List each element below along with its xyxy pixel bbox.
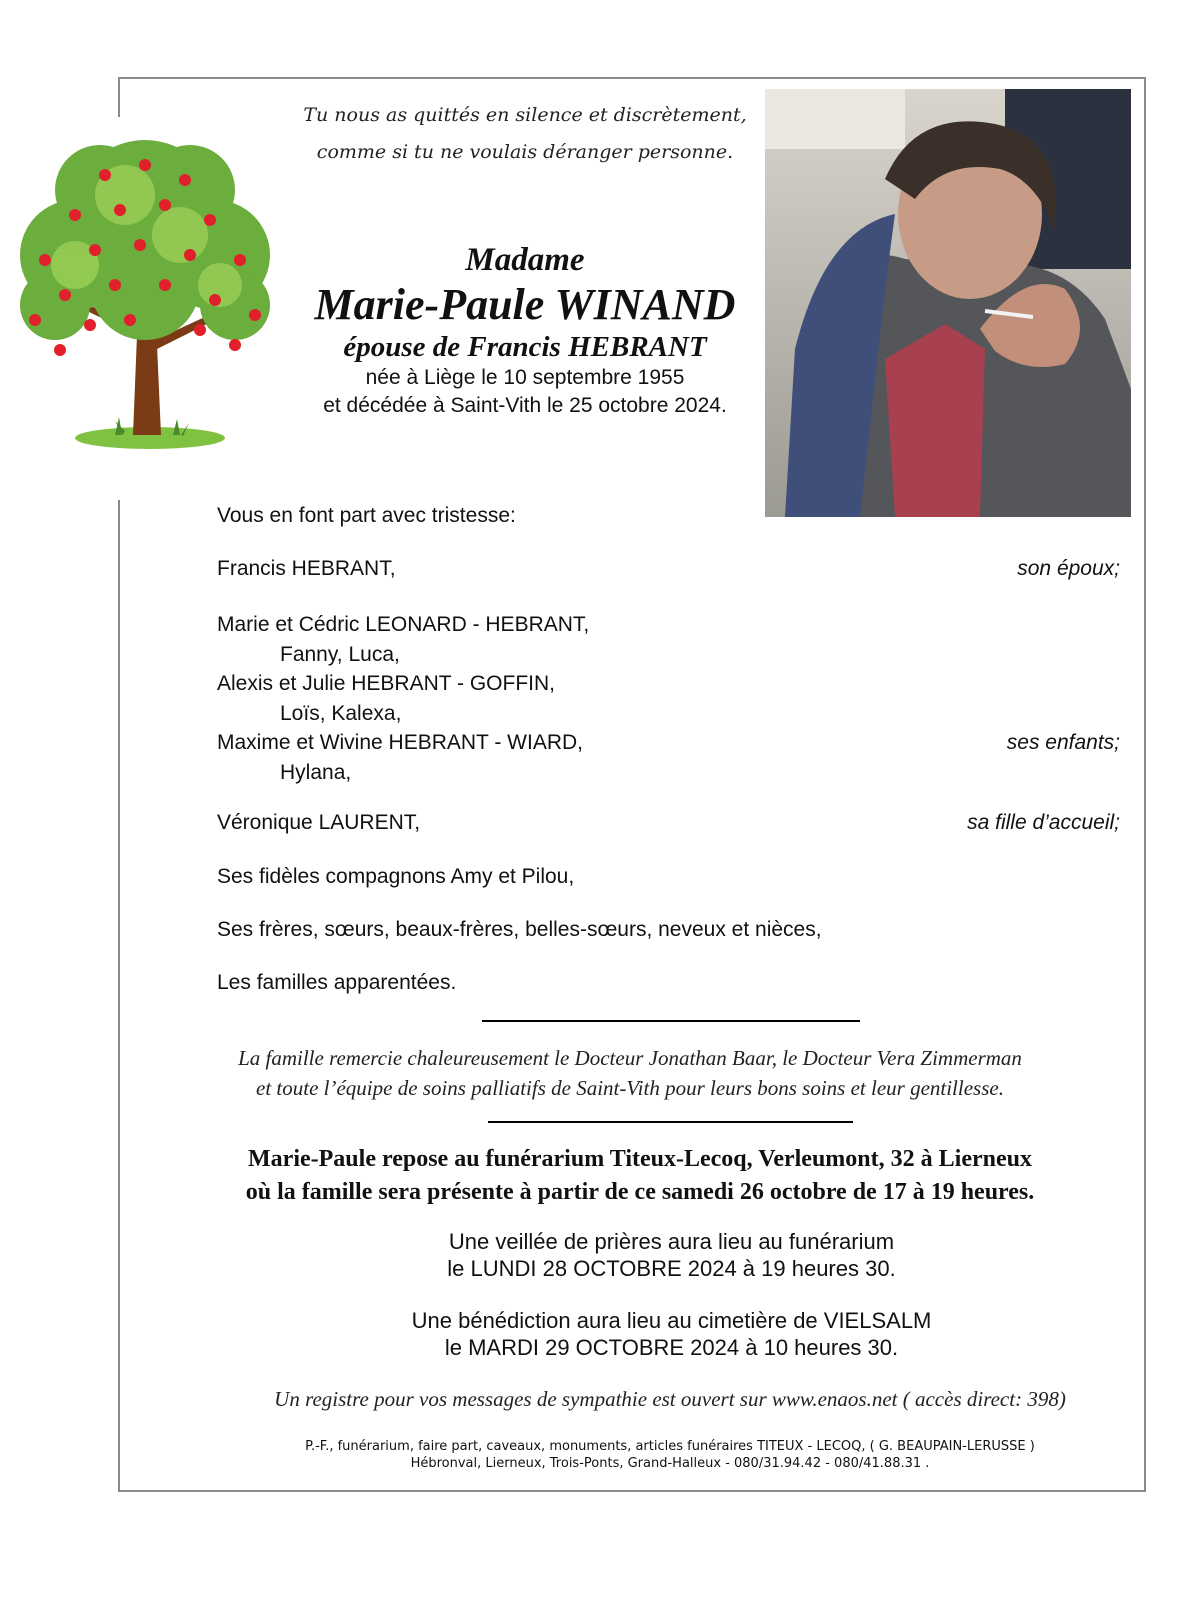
foster-name: Véronique LAURENT, [217, 811, 421, 834]
frame-border-right [1144, 77, 1146, 1492]
pets-text: Ses fidèles compagnons Amy et Pilou, [217, 865, 575, 888]
family-row-foster [217, 811, 1120, 835]
family-row-pets [217, 865, 1120, 889]
blessing-block [300, 1307, 1043, 1361]
thanks-line-2: et toute l’équipe de soins palliatifs de Saint-Vith pour leurs bons soins et leur gentillesse. [256, 1076, 1004, 1100]
family-row-siblings [217, 918, 1120, 942]
footer-line-2: Hébronval, Lierneux, Trois-Ponts, Grand-Halleux - 080/31.94.42 - 080/41.88.31 . [410, 1456, 930, 1471]
blessing-line-2: le MARDI 29 OCTOBRE 2024 à 10 heures 30. [444, 1335, 899, 1360]
grandchildren-line: Loïs, Kalexa, [280, 701, 402, 725]
relatives-text: Les familles apparentées. [217, 971, 457, 994]
deceased-spouse: épouse de Francis HEBRANT [343, 331, 707, 363]
apple-tree-icon [5, 135, 285, 455]
deceased-block [290, 240, 760, 420]
portrait-photo [765, 89, 1131, 517]
children-relation: ses enfants; [1006, 731, 1120, 754]
vigil-block [300, 1228, 1043, 1282]
birth-info: née à Liège le 10 septembre 1955 [365, 366, 685, 389]
footer [150, 1438, 1190, 1472]
deceased-title: Madame [465, 242, 585, 278]
death-info: et décédée à Saint-Vith le 25 octobre 2024. [323, 394, 727, 417]
thanks-block [100, 1043, 1160, 1103]
family-row-spouse [217, 557, 1120, 581]
divider-2 [488, 1121, 853, 1123]
child-line: Marie et Cédric LEONARD - HEBRANT, [217, 613, 590, 636]
quote-line-2: comme si tu ne voulais déranger personne. [316, 141, 734, 163]
grandchildren-line: Fanny, Luca, [280, 642, 400, 666]
foster-relation: sa fille d’accueil; [967, 811, 1120, 834]
blessing-line-1: Une bénédiction aura lieu au cimetière de VIELSALM [411, 1308, 932, 1333]
grandchildren-line: Hylana, [280, 760, 352, 784]
register-note [150, 1385, 1190, 1413]
vigil-line-2: le LUNDI 28 OCTOBRE 2024 à 19 heures 30. [447, 1256, 896, 1281]
opening-quote [290, 97, 760, 171]
vigil-line-1: Une veillée de prières aura lieu au funérarium [448, 1229, 895, 1254]
footer-line-1: P.-F., funérarium, faire part, caveaux, monuments, articles funéraires TITEUX - LECOQ, ( G. BEAUPAIN-LERUSSE ) [305, 1439, 1035, 1454]
repose-block [140, 1143, 1140, 1209]
register-text: Un registre pour vos messages de sympathie est ouvert sur www.enaos.net ( accès direct: 398) [274, 1387, 1066, 1411]
quote-line-1: Tu nous as quittés en silence et discrètement, [303, 104, 747, 126]
family-row-children [217, 610, 1120, 787]
repose-line-2: où la famille sera présente à partir de ce samedi 26 octobre de 17 à 19 heures. [245, 1179, 1035, 1205]
divider-1 [482, 1020, 860, 1022]
frame-border-top [118, 77, 1146, 79]
spouse-name: Francis HEBRANT, [217, 557, 396, 580]
repose-line-1: Marie-Paule repose au funérarium Titeux-Lecoq, Verleumont, 32 à Lierneux [248, 1146, 1032, 1172]
frame-border-left-top [118, 77, 120, 117]
family-intro-text: Vous en font part avec tristesse: [217, 504, 516, 527]
deceased-name: Marie-Paule WINAND [314, 280, 736, 329]
frame-border-left [118, 500, 120, 1492]
frame-border-bottom [118, 1490, 1146, 1492]
child-line: Alexis et Julie HEBRANT - GOFFIN, [217, 672, 556, 695]
family-row-relatives [217, 971, 1120, 995]
siblings-text: Ses frères, sœurs, beaux-frères, belles-sœurs, neveux et nièces, [217, 918, 822, 941]
family-intro [217, 504, 1120, 528]
spouse-relation: son époux; [1017, 557, 1120, 580]
thanks-line-1: La famille remercie chaleureusement le Docteur Jonathan Baar, le Docteur Vera Zimmerman [238, 1046, 1022, 1070]
child-line: Maxime et Wivine HEBRANT - WIARD, [217, 731, 583, 754]
